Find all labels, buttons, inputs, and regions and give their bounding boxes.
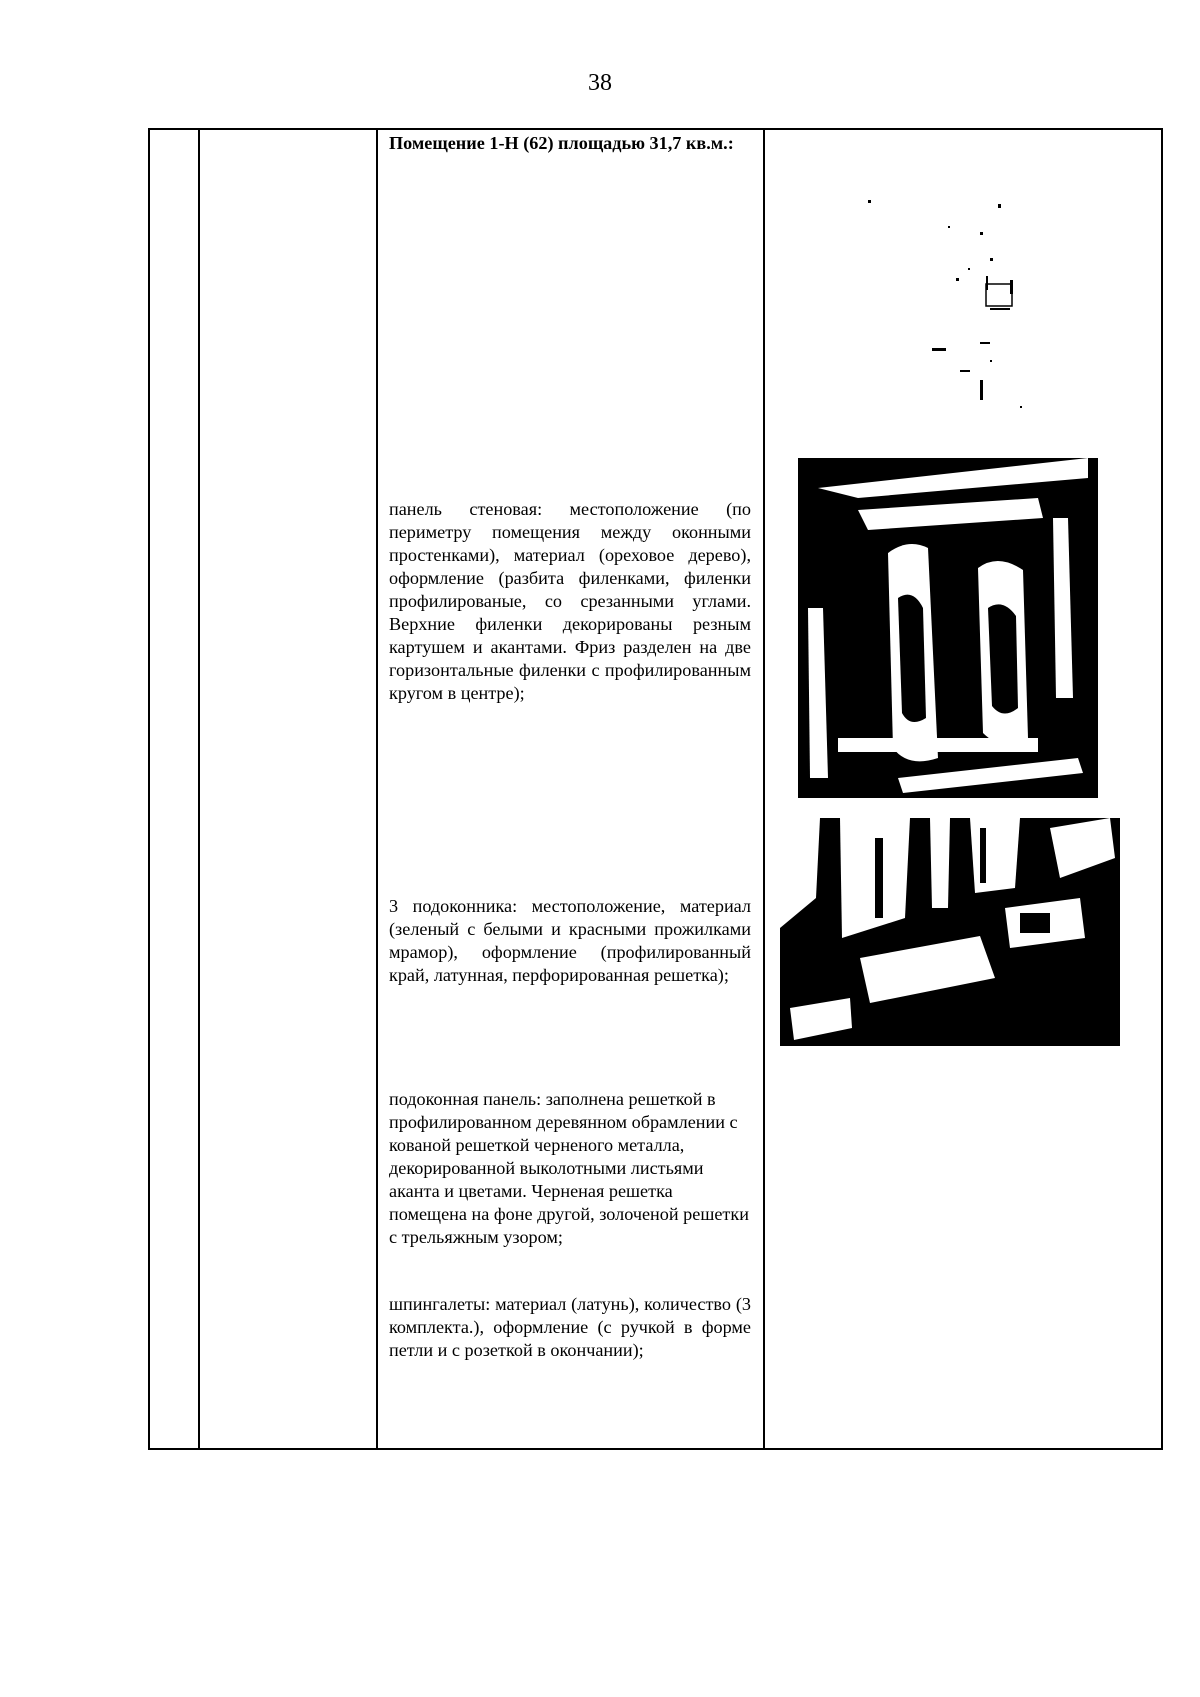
wall-panel-photo (798, 458, 1098, 798)
item-espagnolettes: шпингалеты: материал (латунь), количество (3 комплекта.), оформление (с ручкой в форме петли и с розеткой в окончании); (389, 1294, 751, 1360)
inventory-table (148, 128, 1163, 1450)
column-divider (376, 130, 378, 1448)
room-heading: Помещение 1-Н (62) площадью 31,7 кв.м.: (389, 133, 734, 153)
item-wall-panel: панель стеновая: местоположение (по периметру помещения между оконными простенками), материал (ореховое дерево), оформление (разбита филенками, филенки профилированые, со срезанными углами. Верхние филенки декорированы резным картушем и акантами. Фриз разделен на две горизонтальные филенки с профилированным кругом в центре); (389, 499, 751, 703)
item-window-sills: 3 подоконника: местоположение, материал (зеленый с белыми и красными прожилками мрамор), оформление (профилированный край, латунная, перфорированная решетка); (389, 896, 751, 985)
column-divider (198, 130, 200, 1448)
page-number: 38 (588, 70, 612, 96)
column-divider (763, 130, 765, 1448)
window-sill-photo (780, 818, 1120, 1046)
faint-photo (840, 170, 1040, 430)
item-sill-panel: подоконная панель: заполнена решеткой в профилированном деревянном обрамлении с кованой решеткой черненого металла, декорированной выколотными листьями аканта и цветами. Черненая решетка помещена на фоне другой, золоченой решетки с трельяжным узором; (389, 1089, 749, 1247)
